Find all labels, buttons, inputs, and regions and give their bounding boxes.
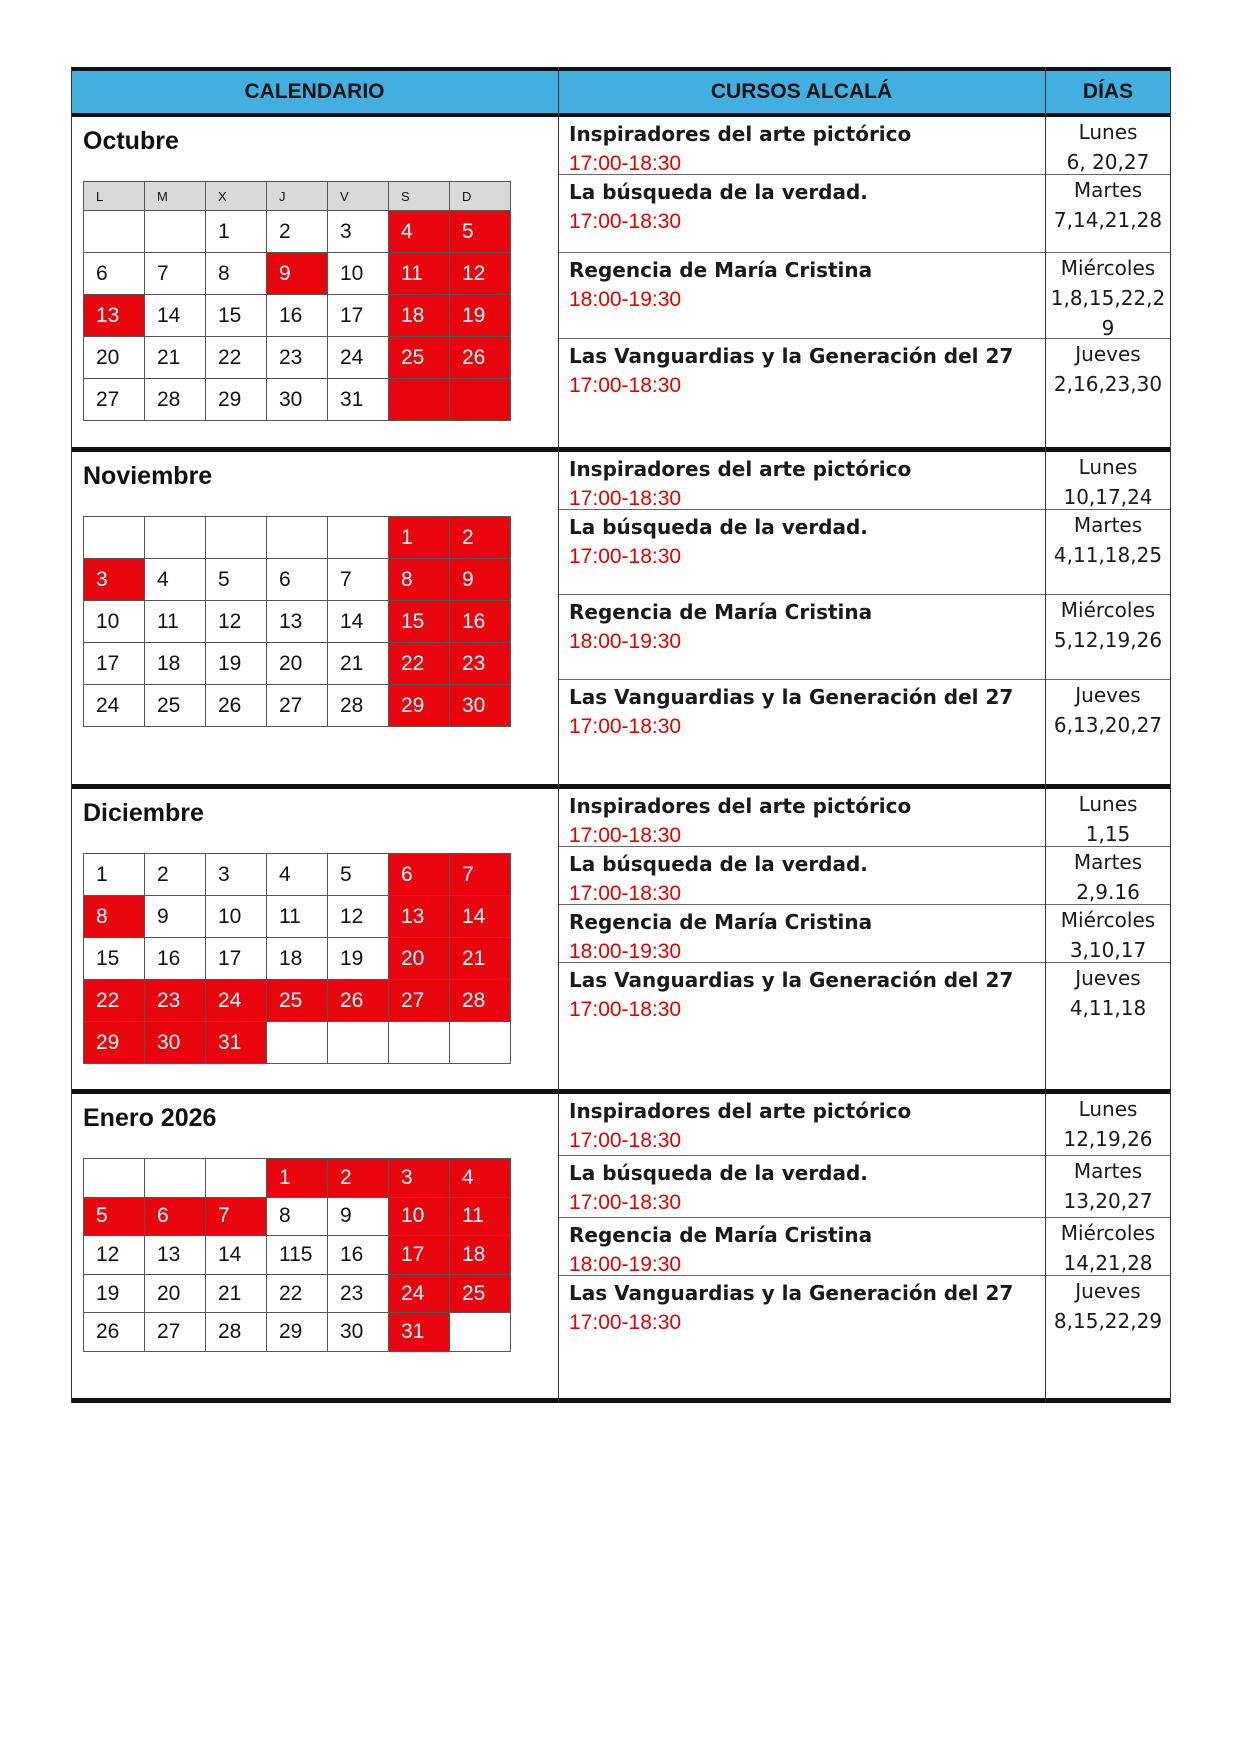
calendar-day-holiday: 6: [145, 1197, 206, 1236]
calendar-day-holiday: 23: [450, 643, 511, 685]
calendar-day-holiday: 28: [450, 980, 511, 1022]
course-dates: 1,8,15,22,29: [1050, 286, 1166, 340]
calendar-day: 14: [206, 1236, 267, 1275]
course-name: Las Vanguardias y la Generación del 27: [569, 685, 1014, 709]
calendar-day-holiday: 7: [450, 854, 511, 896]
course-name: Regencia de María Cristina: [569, 600, 873, 624]
course-dates: 1,15: [1085, 822, 1131, 846]
weekday-header: L: [84, 182, 145, 211]
calendar-day: 16: [267, 295, 328, 337]
course-name: Inspiradores del arte pictórico: [569, 457, 912, 481]
calendar-day-holiday: 10: [389, 1197, 450, 1236]
calendar-day-holiday: 11: [450, 1197, 511, 1236]
calendar-day: 5: [206, 559, 267, 601]
weekday-name: Lunes: [1078, 1097, 1138, 1121]
month-title: Diciembre: [83, 799, 204, 827]
calendar-day: 30: [267, 379, 328, 421]
calendar-day: 2: [267, 211, 328, 253]
course-dates: 14,21,28: [1063, 1251, 1153, 1275]
calendar-day: 4: [267, 854, 328, 896]
calendar-day: 1: [84, 854, 145, 896]
weekday-name: Martes: [1073, 178, 1143, 202]
calendar-day-holiday: 9: [450, 559, 511, 601]
course-dates: 7,14,21,28: [1053, 208, 1163, 232]
course-time: 17:00-18:30: [569, 374, 682, 397]
course-time: 17:00-18:30: [569, 1311, 682, 1334]
course-dates: 3,10,17: [1069, 938, 1147, 962]
calendar-day: 6: [267, 559, 328, 601]
course-time: 17:00-18:30: [569, 1129, 682, 1152]
calendar-day: 10: [84, 601, 145, 643]
calendar-day-holiday: 26: [328, 980, 389, 1022]
calendar-day-holiday: 27: [389, 980, 450, 1022]
weekday-name: Lunes: [1078, 120, 1138, 144]
table-frame: [71, 67, 1171, 1403]
calendar-day: 14: [328, 601, 389, 643]
calendar-day: 17: [328, 295, 389, 337]
calendar-day: 22: [267, 1274, 328, 1313]
calendar-day-holiday: 30: [450, 685, 511, 727]
weekday-name: Martes: [1073, 513, 1143, 537]
calendar-day: 4: [145, 559, 206, 601]
course-dates: 4,11,18,25: [1053, 543, 1163, 567]
calendar-day-holiday: 26: [450, 337, 511, 379]
course-dates: 10,17,24: [1063, 485, 1153, 509]
calendar-day: 26: [84, 1313, 145, 1352]
weekday-name: Miércoles: [1060, 1221, 1156, 1245]
calendar-day: 7: [328, 559, 389, 601]
calendar-day-holiday: 22: [84, 980, 145, 1022]
weekday-name: Martes: [1073, 850, 1143, 874]
calendar-day-holiday: 24: [389, 1274, 450, 1313]
course-time: 17:00-18:30: [569, 545, 682, 568]
calendar-day: 27: [145, 1313, 206, 1352]
course-dates: 2,16,23,30: [1053, 372, 1163, 396]
calendar-day: 9: [145, 896, 206, 938]
calendar-day: 16: [328, 1236, 389, 1275]
calendar-day-holiday: 8: [389, 559, 450, 601]
calendar-day: 3: [328, 211, 389, 253]
calendar-day: 12: [328, 896, 389, 938]
calendar-day: 29: [267, 1313, 328, 1352]
course-time: 17:00-18:30: [569, 152, 682, 175]
course-time: 17:00-18:30: [569, 824, 682, 847]
calendar-day: 15: [84, 938, 145, 980]
course-time: 17:00-18:30: [569, 882, 682, 905]
calendar-day: 21: [145, 337, 206, 379]
weekday-name: Jueves: [1075, 966, 1141, 990]
calendar-day-holiday: 25: [267, 980, 328, 1022]
calendar-day-holiday: 15: [389, 601, 450, 643]
weekday-name: Martes: [1073, 1159, 1143, 1183]
calendar-day-holiday: 29: [84, 1022, 145, 1064]
calendar-day: 11: [145, 601, 206, 643]
calendar-day-holiday: 5: [450, 211, 511, 253]
calendar-day: 22: [206, 337, 267, 379]
calendar-day-holiday: 4: [389, 211, 450, 253]
calendar-day: 10: [328, 253, 389, 295]
course-dates: 6, 20,27: [1066, 150, 1150, 174]
calendar-day: 19: [84, 1274, 145, 1313]
calendar-day: 17: [84, 643, 145, 685]
calendar-day-holiday: 17: [389, 1236, 450, 1275]
course-time: 17:00-18:30: [569, 487, 682, 510]
calendar-day: 3: [206, 854, 267, 896]
calendar-day: 18: [267, 938, 328, 980]
calendar-day-holiday: 16: [450, 601, 511, 643]
calendar-day-holiday: 23: [145, 980, 206, 1022]
weekday-name: Jueves: [1075, 683, 1141, 707]
calendar-day: 20: [84, 337, 145, 379]
calendar-day-holiday: 11: [389, 253, 450, 295]
weekday-name: Miércoles: [1060, 598, 1156, 622]
calendar-day: 19: [328, 938, 389, 980]
calendar-day-holiday: 1: [389, 517, 450, 559]
month-title: Enero 2026: [83, 1104, 217, 1132]
course-name: Inspiradores del arte pictórico: [569, 122, 912, 146]
calendar-day-holiday: 9: [267, 253, 328, 295]
course-name: La búsqueda de la verdad.: [569, 180, 868, 204]
header-cursos: CURSOS ALCALÁ: [710, 80, 893, 103]
calendar-day: 20: [267, 643, 328, 685]
weekday-header: J: [267, 182, 328, 211]
column-divider: [558, 67, 559, 1403]
weekday-header: S: [389, 182, 450, 211]
calendar-day: 27: [84, 379, 145, 421]
calendar-day-holiday: 1: [267, 1159, 328, 1198]
calendar-day-holiday: 13: [84, 295, 145, 337]
weekday-name: Miércoles: [1060, 908, 1156, 932]
header-dias: DÍAS: [1082, 80, 1134, 103]
weekday-header: V: [328, 182, 389, 211]
course-time: 18:00-19:30: [569, 1253, 682, 1276]
calendar-day: 24: [328, 337, 389, 379]
course-name: Regencia de María Cristina: [569, 258, 873, 282]
calendar-day: 18: [145, 643, 206, 685]
calendar-day-holiday: 4: [450, 1159, 511, 1198]
course-time: 17:00-18:30: [569, 998, 682, 1021]
calendar-day: 24: [84, 685, 145, 727]
column-divider: [1045, 67, 1046, 1403]
course-time: 17:00-18:30: [569, 210, 682, 233]
month-title: Octubre: [83, 127, 179, 155]
header-calendario: CALENDARIO: [244, 80, 385, 103]
calendar-day: 9: [328, 1197, 389, 1236]
calendar-day-holiday: 2: [328, 1159, 389, 1198]
month-title: Noviembre: [83, 462, 213, 490]
calendar-day: 17: [206, 938, 267, 980]
calendar-day: 28: [328, 685, 389, 727]
calendar-day: 30: [328, 1313, 389, 1352]
calendar-day-holiday: 25: [389, 337, 450, 379]
calendar-day-holiday: 31: [389, 1313, 450, 1352]
calendar-day-holiday: 18: [450, 1236, 511, 1275]
calendar-day-holiday: 24: [206, 980, 267, 1022]
course-name: Las Vanguardias y la Generación del 27: [569, 1281, 1014, 1305]
calendar-day-holiday: 31: [206, 1022, 267, 1064]
course-dates: 6,13,20,27: [1053, 713, 1163, 737]
calendar-day: 14: [145, 295, 206, 337]
calendar-day: 23: [328, 1274, 389, 1313]
course-name: Las Vanguardias y la Generación del 27: [569, 968, 1014, 992]
calendar-day-holiday: 5: [84, 1197, 145, 1236]
calendar-day-holiday: 13: [389, 896, 450, 938]
calendar-day: 6: [84, 253, 145, 295]
calendar-day-holiday: 20: [389, 938, 450, 980]
calendar-day: 28: [206, 1313, 267, 1352]
calendar-day: 27: [267, 685, 328, 727]
calendar-day: 13: [145, 1236, 206, 1275]
calendar-day: 31: [328, 379, 389, 421]
course-dates: 12,19,26: [1063, 1127, 1153, 1151]
weekday-name: Lunes: [1078, 792, 1138, 816]
calendar-day: 19: [206, 643, 267, 685]
calendar-day-holiday: 2: [450, 517, 511, 559]
calendar-day-holiday: 8: [84, 896, 145, 938]
calendar-day: 16: [145, 938, 206, 980]
calendar-day: 10: [206, 896, 267, 938]
calendar-day: 115: [267, 1236, 328, 1275]
course-name: Inspiradores del arte pictórico: [569, 1099, 912, 1123]
calendar-day-holiday: 7: [206, 1197, 267, 1236]
course-time: 17:00-18:30: [569, 715, 682, 738]
calendar-day-holiday: 29: [389, 685, 450, 727]
calendar-day: 8: [267, 1197, 328, 1236]
calendar-day-holiday: 14: [450, 896, 511, 938]
calendar-day: 15: [206, 295, 267, 337]
calendar-day: 1: [206, 211, 267, 253]
course-name: Regencia de María Cristina: [569, 1223, 873, 1247]
calendar-day: 12: [84, 1236, 145, 1275]
calendar-day-holiday: 18: [389, 295, 450, 337]
weekday-name: Jueves: [1075, 342, 1141, 366]
calendar-day: 21: [206, 1274, 267, 1313]
weekday-header: X: [206, 182, 267, 211]
calendar-day: 7: [145, 253, 206, 295]
weekday-name: Miércoles: [1060, 256, 1156, 280]
calendar-day: 23: [267, 337, 328, 379]
calendar-day-holiday: 3: [84, 559, 145, 601]
calendar-day-holiday: 21: [450, 938, 511, 980]
weekday-name: Jueves: [1075, 1279, 1141, 1303]
calendar-day: 29: [206, 379, 267, 421]
course-time: 18:00-19:30: [569, 288, 682, 311]
calendar-day: 21: [328, 643, 389, 685]
course-name: La búsqueda de la verdad.: [569, 852, 868, 876]
calendar-day: 25: [145, 685, 206, 727]
weekday-header: D: [450, 182, 511, 211]
course-dates: 2,9.16: [1076, 880, 1140, 904]
calendar-day: 13: [267, 601, 328, 643]
calendar-day: 28: [145, 379, 206, 421]
calendar-day-holiday: 3: [389, 1159, 450, 1198]
calendar-day: 20: [145, 1274, 206, 1313]
course-dates: 4,11,18: [1069, 996, 1147, 1020]
calendar-day-holiday: 30: [145, 1022, 206, 1064]
calendar-day: 26: [206, 685, 267, 727]
course-dates: 8,15,22,29: [1053, 1309, 1163, 1333]
calendar-day-holiday: 19: [450, 295, 511, 337]
weekday-name: Lunes: [1078, 455, 1138, 479]
calendar-day: 5: [328, 854, 389, 896]
calendar-day-holiday: 6: [389, 854, 450, 896]
course-time: 17:00-18:30: [569, 1191, 682, 1214]
course-name: Las Vanguardias y la Generación del 27: [569, 344, 1014, 368]
calendar-day: 11: [267, 896, 328, 938]
course-name: Regencia de María Cristina: [569, 910, 873, 934]
calendar-day: 2: [145, 854, 206, 896]
course-dates: 5,12,19,26: [1053, 628, 1163, 652]
course-name: La búsqueda de la verdad.: [569, 515, 868, 539]
calendar-day-holiday: 25: [450, 1274, 511, 1313]
course-name: La búsqueda de la verdad.: [569, 1161, 868, 1185]
calendar-day-holiday: 22: [389, 643, 450, 685]
calendar-day: 12: [206, 601, 267, 643]
weekday-header: M: [145, 182, 206, 211]
course-dates: 13,20,27: [1063, 1189, 1153, 1213]
course-time: 18:00-19:30: [569, 940, 682, 963]
calendar-day: 8: [206, 253, 267, 295]
course-name: Inspiradores del arte pictórico: [569, 794, 912, 818]
course-time: 18:00-19:30: [569, 630, 682, 653]
calendar-day-holiday: 12: [450, 253, 511, 295]
